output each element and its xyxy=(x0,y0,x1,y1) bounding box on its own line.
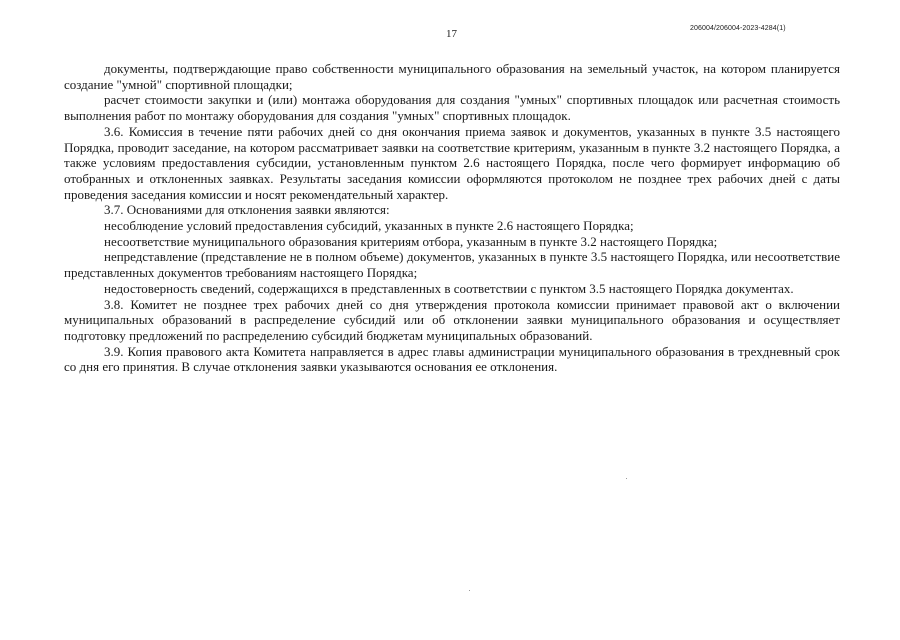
scan-speck xyxy=(626,478,627,479)
paragraph-3-6-commission: 3.6. Комиссия в течение пяти рабочих дней со дня окончания приема заявок и документов, указанных в пункте 3.5 настоящего Порядка, проводит заседание, на котором рассматривает заявки на соответствие критериям, указанным в пункте 3.2 настоящего Порядка, а также условиям предоставления субсидии, установленным пунктом 2.6 настоящего Порядка, после чего формирует информацию об отобранных и отклоненных заявках. Результаты заседания комиссии оформляются протоколом не позднее трех рабочих дней с даты проведения заседания комиссии и носят рекомендательный характер. xyxy=(64,123,840,202)
paragraph-3-8-committee-act: 3.8. Комитет не позднее трех рабочих дней со дня утверждения протокола комиссии принимает правовой акт о включении муниципальных образований в распределение субсидий или об отклонении заявки муниципального образования и осуществляет подготовку предложений по распределению субсидий бюджетам муниципальных образований. xyxy=(64,296,840,343)
paragraph-rejection-inaccuracy: недостоверность сведений, содержащихся в представленных в соответствии с пунктом 3.5 настоящего Порядка документах. xyxy=(104,280,794,296)
paragraph-land-ownership-documents: документы, подтверждающие право собственности муниципального образования на земельный участок, на котором планируется создание "умной" спортивной площадки; xyxy=(64,61,840,92)
paragraph-cost-calculation: расчет стоимости закупки и (или) монтажа оборудования для создания "умных" спортивных площадок или расчетная стоимость выполнения работ по монтажу оборудования для создания "умных" спортивных площадок. xyxy=(64,92,840,124)
paragraph-3-7-rejection-grounds: 3.7. Основаниями для отклонения заявки являются: xyxy=(104,202,390,218)
document-body xyxy=(64,61,840,375)
paragraph-rejection-criteria: несоответствие муниципального образования критериям отбора, указанным в пункте 3.2 настоящего Порядка; xyxy=(104,233,718,249)
paragraph-rejection-noncompliance: несоблюдение условий предоставления субсидий, указанных в пункте 2.6 настоящего Порядка; xyxy=(104,218,634,234)
paragraph-3-9-act-copy: 3.9. Копия правового акта Комитета направляется в адрес главы администрации муниципального образования в трехдневный срок со дня его принятия. В случае отклонения заявки указываются основания ее отклонения. xyxy=(64,343,840,375)
page-number: 17 xyxy=(446,28,457,40)
paragraph-rejection-documents: непредставление (представление не в полном объеме) документов, указанных в пункте 3.5 настоящего Порядка, или несоответствие представленных документов требованиям настоящего Порядка; xyxy=(64,249,840,281)
document-id: 206004/206004-2023-4284(1) xyxy=(690,25,786,32)
scan-speck xyxy=(469,590,470,591)
